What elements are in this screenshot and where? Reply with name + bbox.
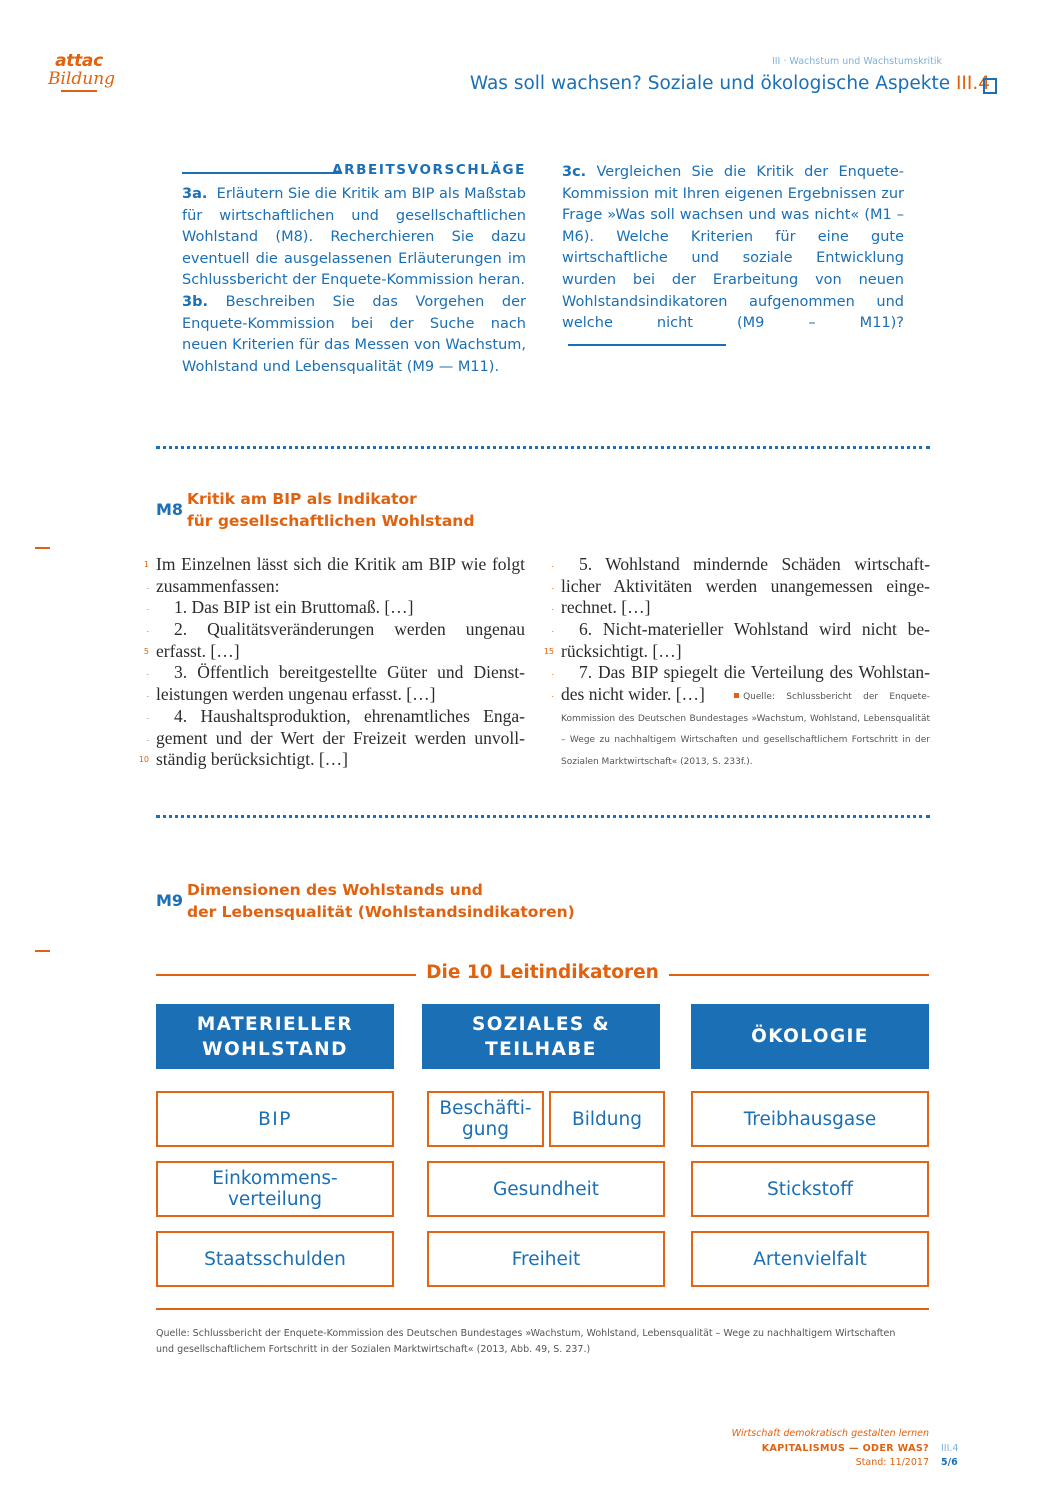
indicator-label: Bildung xyxy=(572,1108,642,1130)
line-number: . xyxy=(146,603,149,613)
material-label-m9: M9 xyxy=(156,891,184,910)
indicator-health xyxy=(427,1161,665,1217)
tasks-left-column xyxy=(182,184,526,378)
diagram-title: Die 10 Leitindikatoren xyxy=(416,962,669,983)
task-text: Beschreiben Sie das Vorgehen der Enquete-Kommission bei der Suche nach neuen Kriterien für das Messen von Wachstum, Wohlstand und Lebensqualität (M9 — M11). xyxy=(182,293,526,375)
page-title-text: Was soll wachsen? Soziale und ökologische Aspekte xyxy=(469,73,951,94)
indicator-greenhouse-gases xyxy=(691,1091,929,1147)
indicator-label: Stickstoff xyxy=(767,1178,853,1200)
indicator-label: Gesundheit xyxy=(492,1178,600,1200)
category-label: MATERIELLER xyxy=(196,1013,354,1035)
text-line: rücksichtigt. […] xyxy=(561,640,682,661)
m8-title xyxy=(187,488,474,532)
m8-title-line2: für gesellschaftlichen Wohlstand xyxy=(187,512,475,530)
line-number: . xyxy=(146,625,149,635)
m8-source xyxy=(561,683,930,773)
margin-marker xyxy=(35,547,50,549)
line-number: 10 xyxy=(138,755,149,765)
indicator-label: gung xyxy=(462,1119,509,1140)
tasks-right-column xyxy=(562,162,904,356)
checkbox-icon xyxy=(983,78,997,94)
text-line: ständig berücksichtigt. […] xyxy=(156,749,348,770)
text-line: 5. Wohlstand mindernde Schäden wirtschaft- xyxy=(579,554,930,574)
logo-underline xyxy=(61,90,97,92)
footer-title: KAPITALISMUS — ODER WAS? xyxy=(761,1443,929,1454)
text-line: 7. Das BIP spiegelt die Verteilung des Wohlstan- xyxy=(579,662,930,683)
category-label: WOHLSTAND xyxy=(202,1038,348,1060)
indicator-income-distribution xyxy=(156,1161,394,1217)
chapter-number: III.4 xyxy=(955,73,990,94)
indicator-freedom xyxy=(427,1231,665,1287)
diagram-bottom-rule xyxy=(156,1308,929,1310)
indicator-nitrogen xyxy=(691,1161,929,1217)
line-number: . xyxy=(551,603,554,613)
line-number: . xyxy=(551,690,554,700)
text-line: gement und der Wert der Freizeit werden unvoll- xyxy=(156,727,525,748)
tasks-heading-label: ARBEITSVORSCHLÄGE xyxy=(332,162,526,178)
line-number: . xyxy=(551,668,554,678)
task-id: 3a. xyxy=(182,186,208,202)
line-number: . xyxy=(146,581,149,591)
line-number: . xyxy=(551,560,554,569)
text-line: erfasst. […] xyxy=(156,640,240,661)
indicator-label: BIP xyxy=(258,1108,292,1130)
category-social-participation xyxy=(422,1004,660,1069)
section-divider xyxy=(156,446,930,452)
indicator-label: Staatsschulden xyxy=(204,1248,346,1270)
m8-source-text: Quelle: Schlussbericht der Enquete-Kommission des Deutschen Bundestages »Wachstum, Wohlstand, Lebensqualität – Wege zu nachhaltigem Wirtschaften und gesellschaftlichem Fortschritt in der Sozialen Marktwirtschaft« (2013, S. 233f.). xyxy=(561,692,930,767)
line-numbers-right xyxy=(540,554,554,706)
text-line: 1. Das BIP ist ein Bruttomaß. […] xyxy=(174,597,414,618)
m8-title-line1: Kritik am BIP als Indikator xyxy=(187,490,417,508)
text-line: 2. Qualitätsveränderungen werden ungenau xyxy=(174,619,525,640)
page-title xyxy=(470,73,990,94)
text-line: licher Aktivitäten werden unangemessen einge- xyxy=(561,575,930,596)
indicator-label: Freiheit xyxy=(511,1248,581,1270)
indicator-label: verteilung xyxy=(227,1189,323,1210)
category-material-wealth xyxy=(156,1004,394,1069)
line-number: . xyxy=(146,668,149,678)
footer-date: Stand: 11/2017 xyxy=(855,1457,929,1468)
line-number: 5 xyxy=(143,646,149,656)
margin-marker xyxy=(35,950,50,952)
indicator-public-debt xyxy=(156,1231,394,1287)
indicator-label: Treibhausgase xyxy=(743,1108,877,1130)
task-id: 3c. xyxy=(562,164,587,180)
section-label: III · Wachstum und Wachstumskritik xyxy=(771,56,942,67)
diagram-title-wrap xyxy=(156,962,929,983)
category-label: SOZIALES & xyxy=(472,1013,610,1035)
tasks-end-rule xyxy=(568,344,726,346)
tasks-heading xyxy=(182,162,526,184)
indicator-label: Artenvielfalt xyxy=(753,1248,867,1270)
footer-series: Wirtschaft demokratisch gestalten lernen xyxy=(731,1428,929,1439)
indicator-employment xyxy=(427,1091,544,1147)
text-line: 4. Haushaltsproduktion, ehrenamtliches Enga- xyxy=(174,705,525,726)
indicator-biodiversity xyxy=(691,1231,929,1287)
m8-text-left xyxy=(156,554,525,771)
logo-attac: attac xyxy=(55,51,103,71)
m9-source: Quelle: Schlussbericht der Enquete-Kommission des Deutschen Bundestages »Wachstum, Wohlstand, Lebensqualität – Wege zu nachhaltigem Wirtschaften und gesellschaftlichem Fortschritt in der Sozialen Marktwirtschaft« (2013, Abb. 49, S. 237.) xyxy=(156,1328,896,1355)
m9-title xyxy=(187,879,575,923)
m9-title-line1: Dimensionen des Wohlstands und xyxy=(187,881,483,899)
category-ecology xyxy=(691,1004,929,1069)
indicator-education xyxy=(549,1091,665,1147)
line-number: 15 xyxy=(543,646,554,656)
text-line: Im Einzelnen lässt sich die Kritik am BIP wie folgt xyxy=(156,554,525,574)
indicator-label: Beschäfti- xyxy=(439,1098,532,1119)
text-line: des nicht wider. […] xyxy=(561,684,705,705)
line-number: . xyxy=(551,581,554,591)
task-text: Vergleichen Sie die Kritik der Enquete-Kommission mit Ihren eigenen Ergebnissen zur Frage »Was soll wachsen und was nicht« (M1 – M6). Welche Kriterien für eine gute wirtschaftliche und soziale Entwicklung wurden bei der Erarbeitung von neuen Wohlstandsindikatoren aufgenommen und welche nicht (M9 – M11)? xyxy=(562,164,904,332)
page-number: 5/6 xyxy=(941,1457,958,1468)
text-line: 6. Nicht-materieller Wohlstand wird nicht be- xyxy=(579,619,930,640)
task-3b xyxy=(182,292,526,378)
task-3a xyxy=(182,184,526,292)
text-line: leistungen werden ungenau erfasst. […] xyxy=(156,684,436,705)
line-number: . xyxy=(146,690,149,700)
m9-title-line2: der Lebensqualität (Wohlstandsindikatoren) xyxy=(187,903,575,921)
line-number: . xyxy=(551,625,554,635)
text-line: rechnet. […] xyxy=(561,597,651,618)
line-numbers-left xyxy=(135,554,149,771)
line-number: 1 xyxy=(143,560,149,569)
source-marker-icon xyxy=(734,693,739,698)
logo-bildung: Bildung xyxy=(48,69,116,89)
material-label-m8: M8 xyxy=(156,500,184,519)
task-id: 3b. xyxy=(182,293,208,310)
indicator-label: Einkommens- xyxy=(212,1168,338,1189)
category-label: ÖKOLOGIE xyxy=(751,1026,869,1047)
footer-chapter: III.4 xyxy=(941,1443,959,1454)
tasks-heading-rule xyxy=(182,172,342,174)
text-line: 3. Öffentlich bereitgestellte Güter und Dienst- xyxy=(174,662,525,683)
task-3c xyxy=(562,162,904,356)
text-line: zusammenfassen: xyxy=(156,575,280,596)
category-label: TEILHABE xyxy=(485,1038,597,1060)
attac-bildung-logo xyxy=(48,51,116,92)
line-number: . xyxy=(146,733,149,743)
indicator-bip xyxy=(156,1091,394,1147)
task-text: Erläutern Sie die Kritik am BIP als Maßstab für wirtschaftlichen und gesellschaftlichen Wohlstand (M8). Recherchieren Sie dazu eventuell die ausgelassenen Erläuterungen im Schlussbericht der Enquete-Kommission heran. xyxy=(182,186,527,289)
section-divider xyxy=(156,815,930,821)
line-number: . xyxy=(146,711,149,721)
